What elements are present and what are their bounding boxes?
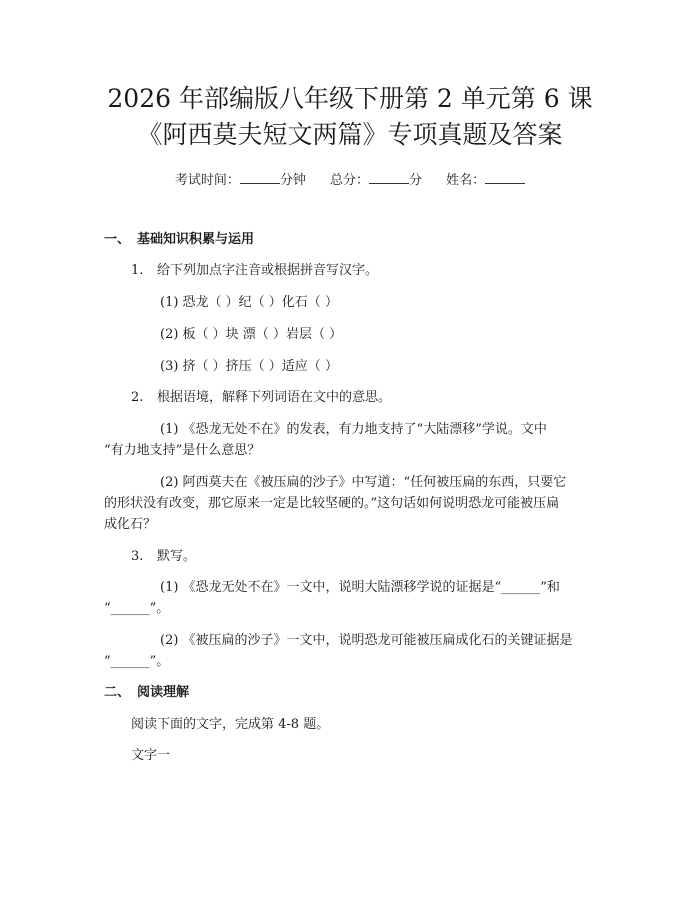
question-prompt: 给下列加点字注音或根据拼音写汉字。 [157, 263, 379, 278]
section-heading-1 [104, 231, 254, 249]
q2-item-2-line-1: (2) 阿西莫夫在《被压扁的沙子》中写道：“任何被压扁的东西，只要它 [160, 475, 567, 490]
q2-item-1-line-2: “有力地支持”是什么意思？ [104, 443, 261, 458]
time-blank[interactable] [240, 171, 280, 184]
name-field [446, 173, 525, 188]
score-blank[interactable] [369, 171, 409, 184]
section-title: 阅读理解 [137, 685, 190, 700]
score-unit: 分 [409, 173, 423, 188]
q2-item-2-line-2: 的形状没有改变，那它原来一定是比较坚硬的。”这句话如何说明恐龙可能被压扁 [104, 496, 560, 511]
page-title-line-1: 2026 年部编版八年级下册第 2 单元第 6 课 [107, 84, 593, 113]
q1-item-1: (1) 恐龙（ ）纪（ ）化石（ ） [160, 295, 338, 310]
page-title-line-2: 《阿西莫夫短文两篇》专项真题及答案 [137, 120, 563, 149]
q1-item-2: (2) 板（ ）块 漂（ ）岩层（ ） [160, 327, 343, 342]
time-unit: 分钟 [279, 173, 306, 188]
name-label: 姓名： [446, 173, 486, 188]
q3-item-2-line-1: (2) 《被压扁的沙子》一文中，说明恐龙可能被压扁成化石的关键证据是 [160, 633, 573, 648]
reading-text-label: 文字一 [131, 748, 171, 763]
score-field [330, 173, 426, 188]
section-number: 二、 [104, 685, 131, 700]
question-prompt: 根据语境，解释下列词语在文中的意思。 [157, 390, 392, 405]
name-blank[interactable] [485, 171, 525, 184]
section-number: 一、 [104, 232, 131, 247]
question-2 [131, 389, 391, 407]
reading-intro: 阅读下面的文字，完成第 4-8 题。 [131, 717, 330, 732]
q3-item-2-line-2: “______”。 [104, 654, 170, 669]
q2-item-1-line-1: (1) 《恐龙无处不在》的发表，有力地支持了“大陆漂移”学说。文中 [160, 422, 547, 437]
question-prompt: 默写。 [157, 549, 197, 564]
question-3 [131, 548, 196, 566]
q3-item-1-line-1: (1) 《恐龙无处不在》一文中，说明大陆漂移学说的证据是“______”和 [160, 580, 560, 595]
q1-item-3: (3) 挤（ ）挤压（ ）适应（ ） [160, 359, 338, 374]
section-heading-2 [104, 684, 189, 702]
time-field [175, 173, 310, 188]
question-number: 3. [131, 549, 144, 564]
score-label: 总分： [329, 173, 369, 188]
q2-item-2-line-3: 成化石？ [104, 517, 157, 532]
question-number: 2. [131, 390, 144, 405]
exam-meta [0, 169, 700, 188]
question-number: 1. [131, 263, 144, 278]
section-title: 基础知识积累与运用 [137, 232, 255, 247]
q3-item-1-line-2: “______”。 [104, 601, 170, 616]
time-label: 考试时间： [174, 173, 240, 188]
question-1 [131, 262, 378, 280]
